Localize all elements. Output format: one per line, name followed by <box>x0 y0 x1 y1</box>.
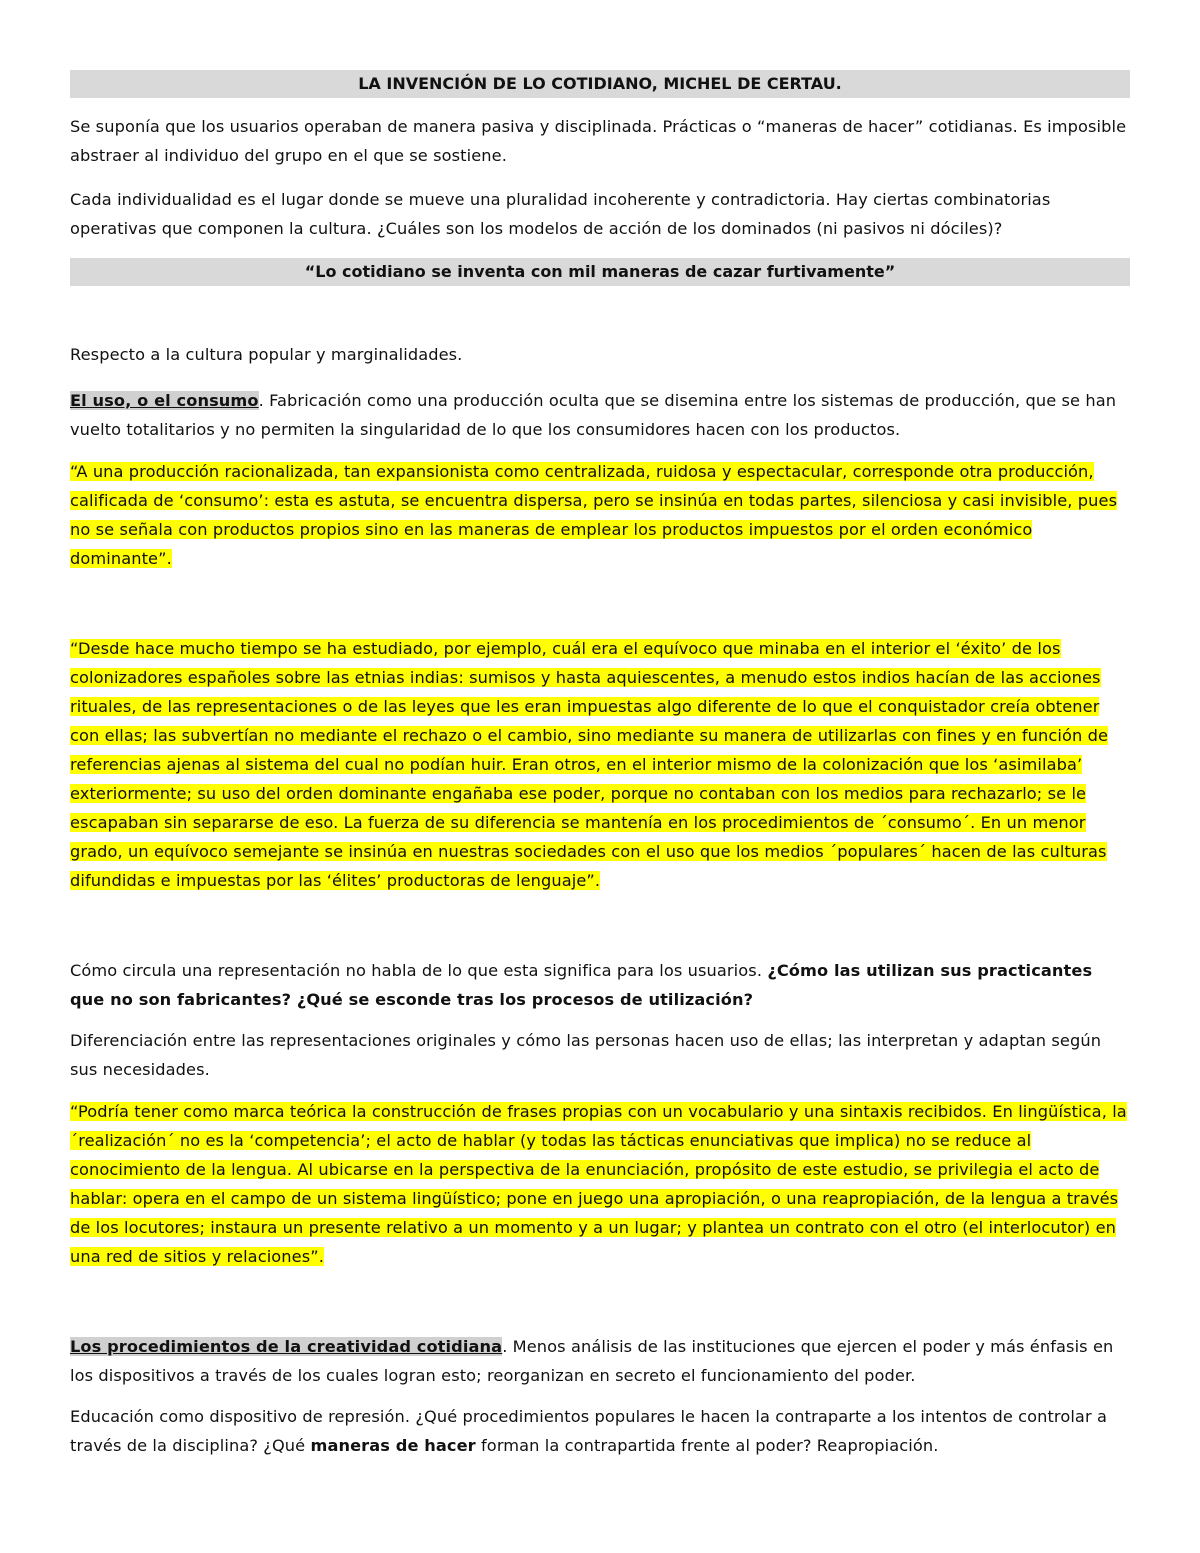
representation-questions: ¿Cómo las utilizan sus practicantes que no son fabricantes? ¿Qué se esconde tras los procesos de utilización? <box>70 961 1093 1009</box>
document-title: LA INVENCIÓN DE LO COTIDIANO, MICHEL DE CERTAU. <box>70 70 1130 98</box>
quote-1-text: “A una producción racionalizada, tan expansionista como centralizada, ruidosa y espectacular, corresponde otra producción, calificada de ‘consumo’: esta es astuta, se encuentra dispersa, pero se insinúa en todas partes, silenciosa y casi invisible, pues no se señala con productos propios sino en las maneras de emplear los productos impuestos por el orden económico dominante”. <box>70 462 1118 568</box>
use-consumption-text: . Fabricación como una producción oculta que se disemina entre los sistemas de producción, que se han vuelto totalitarios y no permiten la singularidad de lo que los consumidores hacen con los productos. <box>70 391 1117 439</box>
intro-paragraph-2: Cada individualidad es el lugar donde se mueve una pluralidad incoherente y contradictoria. Hay ciertas combinatorias operativas que componen la cultura. ¿Cuáles son los modelos de acción de los dominados (ni pasivos ni dóciles)? <box>70 190 1051 238</box>
section-title-creativity: Los procedimientos de la creatividad cotidiana <box>70 1337 503 1356</box>
education-bold-phrase: maneras de hacer <box>310 1436 476 1455</box>
representation-paragraph <box>70 956 1130 1014</box>
highlighted-quote-1 <box>70 457 1130 573</box>
highlighted-quote-3 <box>70 1097 1130 1271</box>
highlighted-quote-2 <box>70 634 1130 895</box>
education-text-b: forman la contrapartida frente al poder? Reapropiación. <box>475 1436 939 1455</box>
creativity-text: . Menos análisis de las instituciones que ejercen el poder y más énfasis en los dispositivos a través de los cuales logran esto; reorganizan en secreto el funcionamiento del poder. <box>70 1337 1114 1385</box>
creativity-paragraph <box>70 1332 1130 1390</box>
education-paragraph <box>70 1402 1130 1460</box>
use-consumption-paragraph <box>70 386 1130 444</box>
popular-culture-paragraph: Respecto a la cultura popular y marginalidades. <box>70 345 463 364</box>
education-text-a: Educación como dispositivo de represión. ¿Qué procedimientos populares le hacen la contraparte a los intentos de controlar a través de la disciplina? ¿Qué <box>70 1407 1107 1455</box>
intro-paragraph-1: Se suponía que los usuarios operaban de manera pasiva y disciplinada. Prácticas o “maneras de hacer” cotidianas. Es imposible abstraer al individuo del grupo en el que se sostiene. <box>70 117 1127 165</box>
representation-text: Cómo circula una representación no habla de lo que esta significa para los usuarios. <box>70 961 768 980</box>
differentiation-paragraph: Diferenciación entre las representaciones originales y cómo las personas hacen uso de ellas; las interpretan y adaptan según sus necesidades. <box>70 1031 1102 1079</box>
section-title-use: El uso, o el consumo <box>70 391 259 410</box>
quote-3-text: “Podría tener como marca teórica la construcción de frases propias con un vocabulario y una sintaxis recibidos. En lingüística, la ´realización´ no es la ‘competencia’; el acto de hablar (y todas las tácticas enunciativas que implica) no se reduce al conocimiento de la lengua. Al ubicarse en la perspectiva de la enunciación, propósito de este estudio, se privilegia el acto de hablar: opera en el campo de un sistema lingüístico; pone en juego una apropiación, o una reapropiación, de la lengua a través de los locutores; instaura un presente relativo a un momento y a un lugar; y plantea un contrato con el otro (el interlocutor) en una red de sitios y relaciones”. <box>70 1102 1127 1266</box>
epigraph-quote: “Lo cotidiano se inventa con mil maneras de cazar furtivamente” <box>70 258 1130 286</box>
quote-2-text: “Desde hace mucho tiempo se ha estudiado, por ejemplo, cuál era el equívoco que minaba en el interior el ‘éxito’ de los colonizadores españoles sobre las etnias indias: sumisos y hasta aquiescentes, a menudo estos indios hacían de las acciones rituales, de las representaciones o de las leyes que les eran impuestas algo diferente de lo que el conquistador creía obtener con ellas; las subvertían no mediante el rechazo o el cambio, sino mediante su manera de utilizarlas con fines y en función de referencias ajenas al sistema del cual no podían huir. Eran otros, en el interior mismo de la colonización que los ‘asimilaba’ exteriormente; su uso del orden dominante engañaba ese poder, porque no contaban con los medios para rechazarlo; se le escapaban sin separarse de eso. La fuerza de su diferencia se mantenía en los procedimientos de ´consumo´. En un menor grado, un equívoco semejante se insinúa en nuestras sociedades con el uso que los medios ´populares´ hacen de las culturas difundidas e impuestas por las ‘élites’ productoras de lenguaje”. <box>70 639 1109 890</box>
